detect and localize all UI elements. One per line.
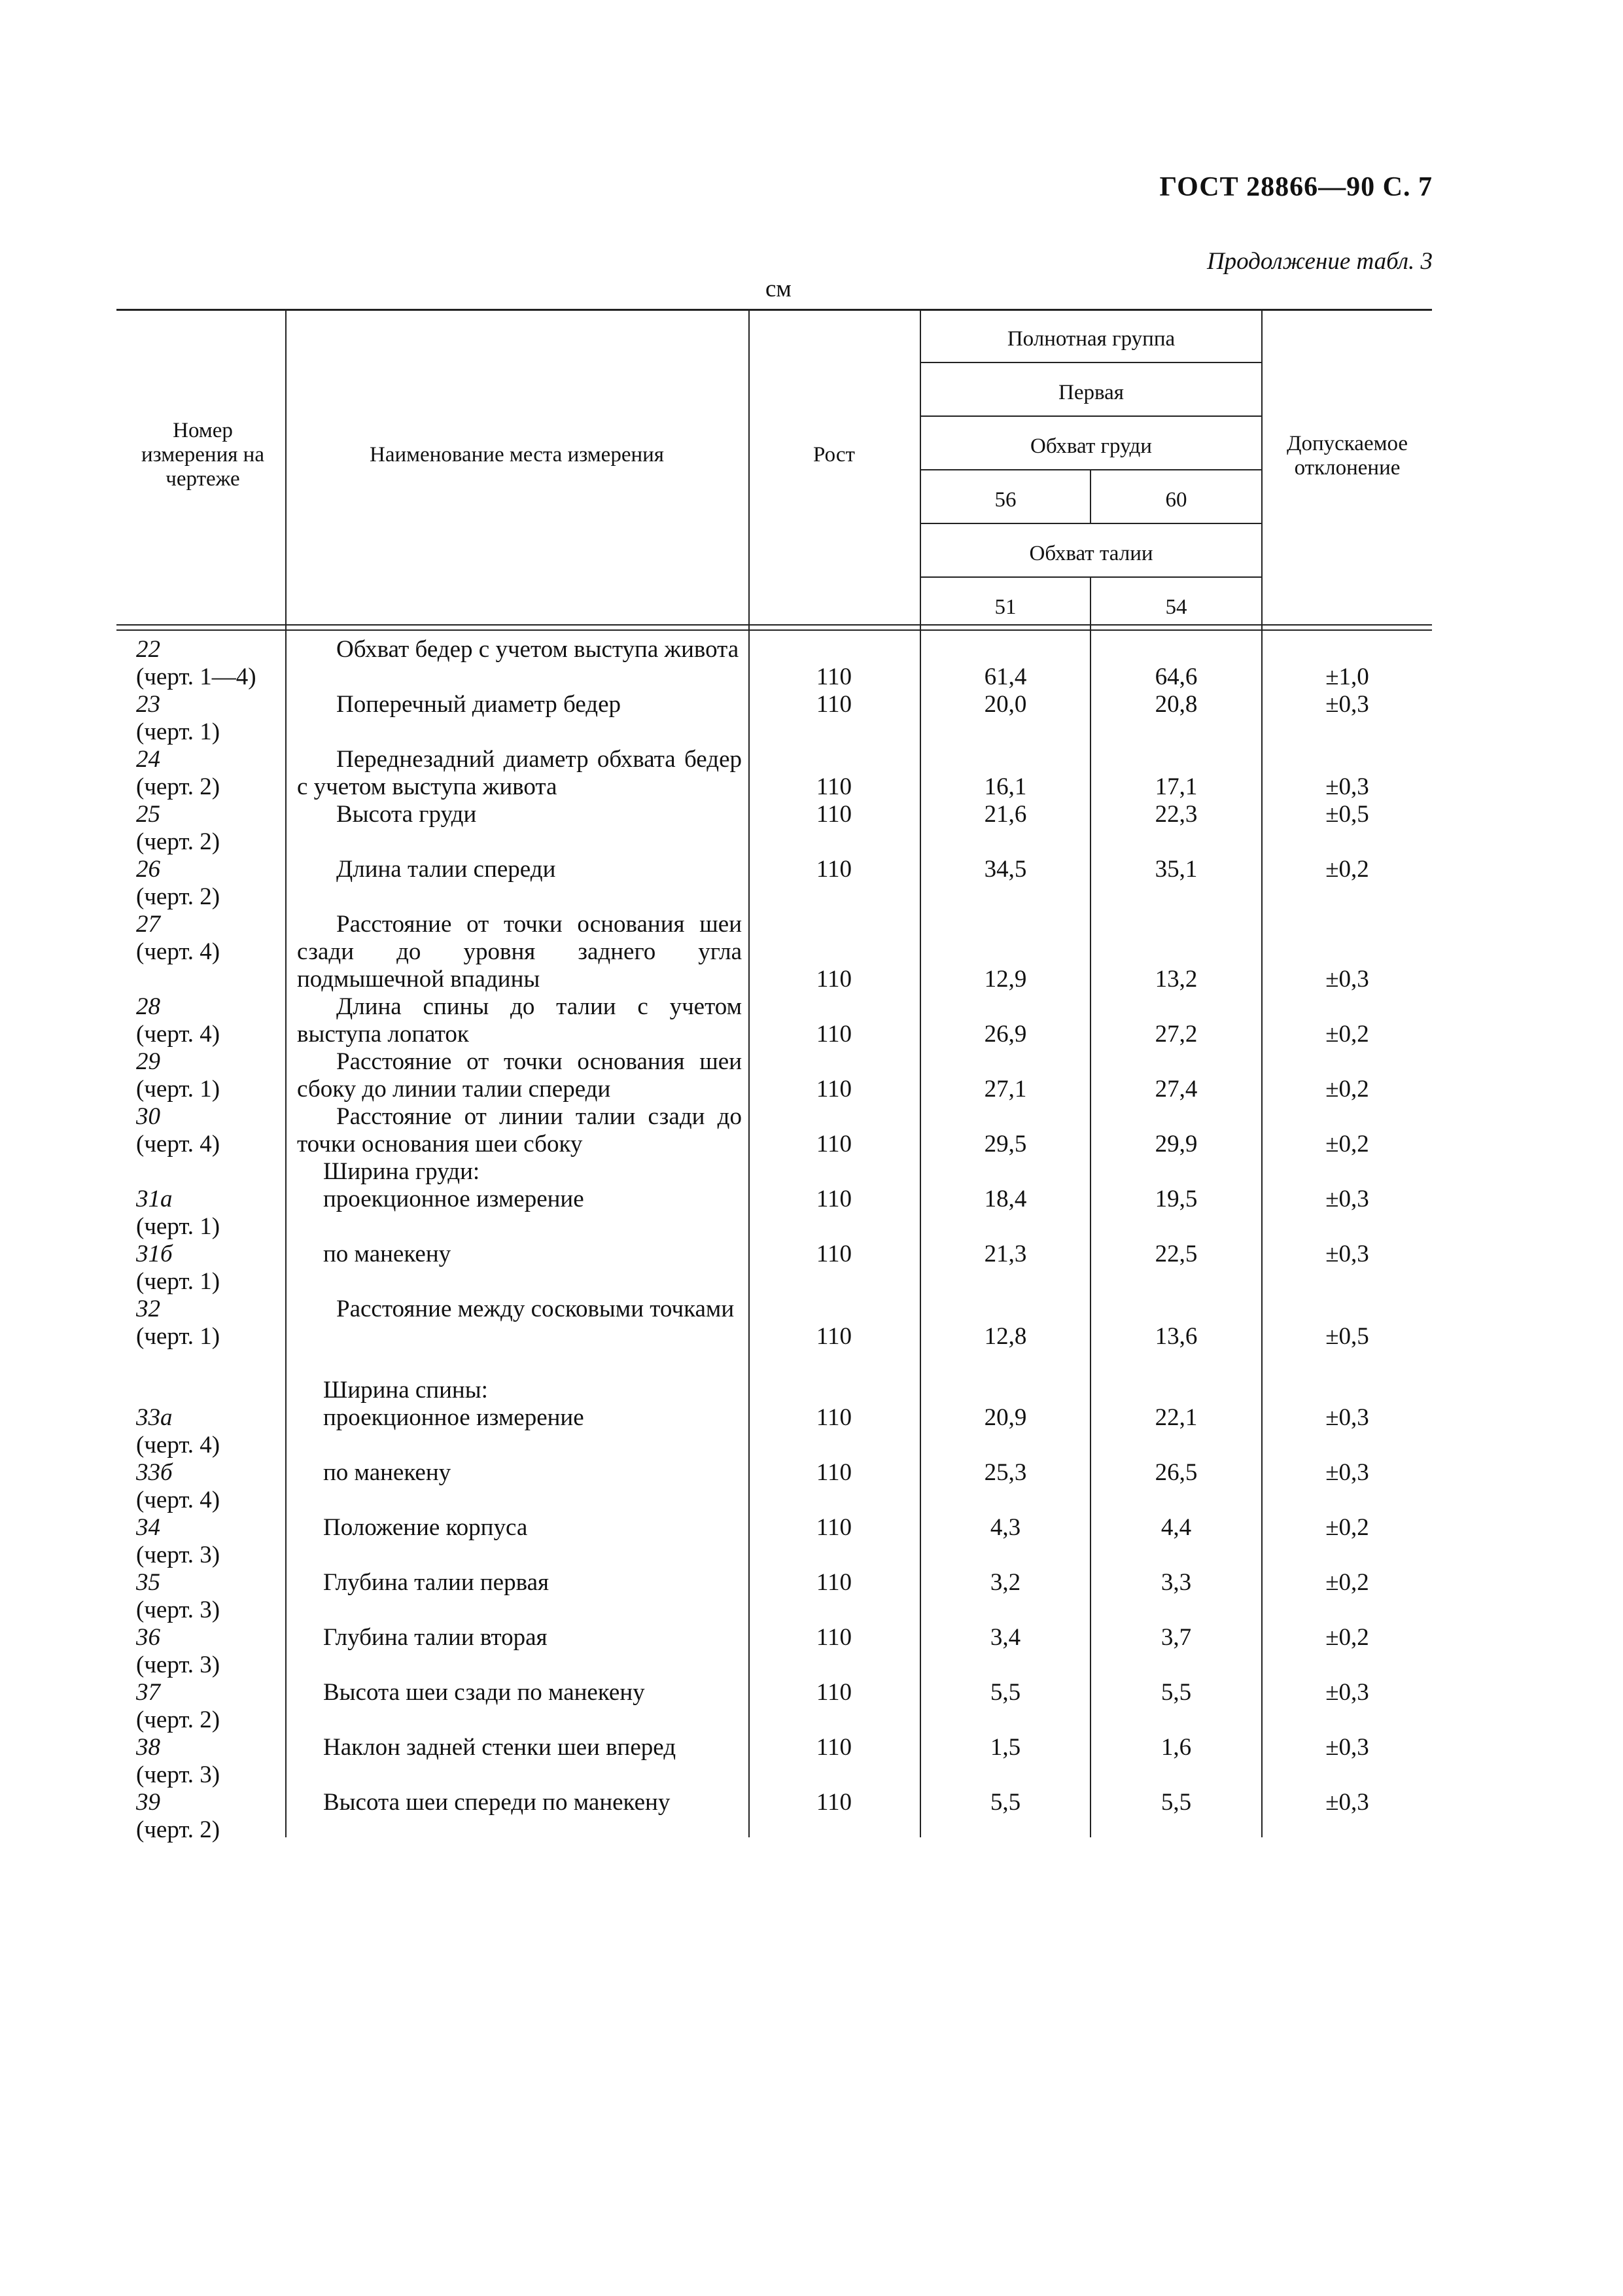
row-drawing-ref: (черт. 2) (136, 828, 220, 855)
row-value-60: 5,5 (1161, 1789, 1192, 1816)
page-header: ГОСТ 28866—90 С. 7 (1159, 172, 1433, 202)
row-name: Глубина талии вторая (323, 1624, 548, 1651)
table-top-border (116, 309, 1432, 311)
row-number: 30 (136, 1103, 160, 1130)
row-drawing-ref: (черт. 3) (136, 1597, 220, 1623)
col-header-chest-girth: Обхват груди (1030, 434, 1152, 458)
col-header-waist-54: 54 (1165, 595, 1187, 619)
row-name: Высота шеи спереди по манекену (323, 1789, 671, 1816)
row-drawing-ref: (черт. 1—4) (136, 663, 256, 690)
col-header-waist-51: 51 (994, 595, 1017, 619)
col-divider-2 (748, 309, 750, 1837)
col-header-number: Номер измерения на чертеже (141, 419, 264, 491)
row-tolerance: ±0,5 (1325, 1323, 1369, 1350)
row-tolerance: ±0,2 (1325, 1076, 1369, 1103)
row-height: 110 (816, 1131, 852, 1157)
row-name: Поперечный диаметр бедер (336, 691, 621, 718)
unit-label: см (765, 275, 792, 302)
row-number: 28 (136, 993, 160, 1020)
col-header-waist-girth: Обхват талии (1029, 542, 1153, 565)
row-number: 23 (136, 691, 160, 718)
row-name: Наклон задней стенки шеи вперед (323, 1734, 676, 1761)
row-value-56: 3,2 (990, 1569, 1021, 1596)
row-height: 110 (816, 1323, 852, 1350)
row-number: 24 (136, 746, 160, 773)
row-number: 22 (136, 636, 160, 663)
row-name: Расстояние от точки основания шеи сбоку до линии талии спереди (297, 1048, 742, 1103)
row-value-56: 18,4 (984, 1186, 1027, 1212)
row-height: 110 (816, 1404, 852, 1431)
hdr-line-chest-values (920, 523, 1261, 524)
row-value-56: 12,8 (984, 1323, 1027, 1350)
row-tolerance: ±0,3 (1325, 966, 1369, 993)
row-drawing-ref: (черт. 1) (136, 1268, 220, 1295)
col-divider-1 (285, 309, 287, 1837)
row-name: Положение корпуса (323, 1514, 528, 1541)
row-tolerance: ±0,2 (1325, 1624, 1369, 1651)
row-value-60: 22,1 (1155, 1404, 1198, 1431)
row-number: 33а (136, 1404, 173, 1431)
row-name: Высота шеи сзади по манекену (323, 1679, 645, 1706)
row-value-60: 29,9 (1155, 1131, 1198, 1157)
col-header-chest-56: 56 (994, 488, 1017, 512)
col-header-tolerance: Допускаемое отклонение (1286, 432, 1408, 480)
row-tolerance: ±0,2 (1325, 856, 1369, 883)
row-value-60: 3,3 (1161, 1569, 1192, 1596)
row-value-60: 26,5 (1155, 1459, 1198, 1486)
row-number: 37 (136, 1679, 160, 1706)
row-value-56: 20,0 (984, 691, 1027, 718)
row-number: 34 (136, 1514, 160, 1541)
row-tolerance: ±0,3 (1325, 1679, 1369, 1706)
row-number: 27 (136, 911, 160, 938)
hdr-line-first (920, 415, 1261, 417)
row-height: 110 (816, 856, 852, 883)
header-bottom-border-double (116, 629, 1432, 631)
row-drawing-ref: (черт. 4) (136, 938, 220, 965)
row-height: 110 (816, 663, 852, 690)
row-drawing-ref: (черт. 2) (136, 1706, 220, 1733)
row-tolerance: ±0,3 (1325, 1186, 1369, 1212)
row-value-60: 20,8 (1155, 691, 1198, 718)
row-drawing-ref: (черт. 2) (136, 1816, 220, 1843)
table-continuation-caption: Продолжение табл. 3 (1206, 248, 1433, 275)
row-height: 110 (816, 1076, 852, 1103)
row-number: 29 (136, 1048, 160, 1075)
header-bottom-border (116, 624, 1432, 626)
hdr-line-waist (920, 576, 1261, 578)
row-height: 110 (816, 691, 852, 718)
row-name: Обхват бедер с учетом выступа живота (336, 636, 739, 663)
row-height: 110 (816, 1514, 852, 1541)
row-name: по манекену (323, 1459, 451, 1486)
row-number: 25 (136, 801, 160, 828)
row-group-label: Ширина груди: (323, 1158, 480, 1185)
row-value-56: 34,5 (984, 856, 1027, 883)
row-tolerance: ±1,0 (1325, 663, 1369, 690)
row-drawing-ref: (черт. 3) (136, 1542, 220, 1568)
col-header-name: Наименование места измерения (370, 443, 664, 467)
row-number: 33б (136, 1459, 173, 1486)
row-tolerance: ±0,3 (1325, 773, 1369, 800)
row-tolerance: ±0,3 (1325, 691, 1369, 718)
row-height: 110 (816, 1679, 852, 1706)
row-drawing-ref: (черт. 4) (136, 1021, 220, 1048)
row-value-56: 61,4 (984, 663, 1027, 690)
row-name: Высота груди (336, 801, 477, 828)
row-value-56: 16,1 (984, 773, 1027, 800)
row-drawing-ref: (черт. 1) (136, 1076, 220, 1103)
row-name: Расстояние между сосковыми точками (336, 1296, 735, 1322)
row-name: Переднезадний диаметр обхвата бедер с учетом выступа живота (297, 746, 742, 800)
row-value-56: 25,3 (984, 1459, 1027, 1486)
col-divider-3 (920, 309, 921, 1837)
row-height: 110 (816, 1021, 852, 1048)
row-value-60: 13,6 (1155, 1323, 1198, 1350)
row-tolerance: ±0,3 (1325, 1404, 1369, 1431)
row-value-56: 20,9 (984, 1404, 1027, 1431)
row-tolerance: ±0,2 (1325, 1514, 1369, 1541)
row-tolerance: ±0,3 (1325, 1789, 1369, 1816)
col-divider-5 (1261, 309, 1263, 1837)
row-value-56: 27,1 (984, 1076, 1027, 1103)
row-drawing-ref: (черт. 1) (136, 1213, 220, 1240)
row-number: 36 (136, 1624, 160, 1651)
row-value-56: 21,6 (984, 801, 1027, 828)
row-height: 110 (816, 1734, 852, 1761)
hdr-line-group (920, 362, 1261, 363)
row-number: 35 (136, 1569, 160, 1596)
row-height: 110 (816, 773, 852, 800)
row-number: 26 (136, 856, 160, 883)
row-drawing-ref: (черт. 3) (136, 1651, 220, 1678)
row-name: Глубина талии первая (323, 1569, 550, 1596)
row-height: 110 (816, 1569, 852, 1596)
row-name: по манекену (323, 1241, 451, 1267)
row-value-60: 64,6 (1155, 663, 1198, 690)
row-value-60: 13,2 (1155, 966, 1198, 993)
row-value-60: 19,5 (1155, 1186, 1198, 1212)
row-value-60: 5,5 (1161, 1679, 1192, 1706)
row-name: Расстояние от линии талии сзади до точки основания шеи сбоку (297, 1103, 742, 1157)
row-drawing-ref: (черт. 3) (136, 1761, 220, 1788)
col-header-group-first: Первая (1058, 381, 1124, 404)
row-number: 38 (136, 1734, 160, 1761)
row-value-56: 21,3 (984, 1241, 1027, 1267)
row-drawing-ref: (черт. 1) (136, 1323, 220, 1350)
row-height: 110 (816, 1789, 852, 1816)
row-name: проекционное измерение (323, 1186, 584, 1212)
row-value-56: 4,3 (990, 1514, 1021, 1541)
row-value-60: 3,7 (1161, 1624, 1192, 1651)
row-value-60: 22,5 (1155, 1241, 1198, 1267)
row-value-60: 35,1 (1155, 856, 1198, 883)
row-drawing-ref: (черт. 1) (136, 718, 220, 745)
row-height: 110 (816, 1624, 852, 1651)
row-drawing-ref: (черт. 4) (136, 1131, 220, 1157)
row-height: 110 (816, 1186, 852, 1212)
row-name: проекционное измерение (323, 1404, 584, 1431)
row-value-56: 12,9 (984, 966, 1027, 993)
row-height: 110 (816, 1241, 852, 1267)
row-value-60: 4,4 (1161, 1514, 1192, 1541)
row-tolerance: ±0,3 (1325, 1241, 1369, 1267)
row-value-60: 27,2 (1155, 1021, 1198, 1048)
col-header-group: Полнотная группа (1007, 327, 1176, 351)
row-drawing-ref: (черт. 2) (136, 773, 220, 800)
row-value-60: 22,3 (1155, 801, 1198, 828)
row-number: 39 (136, 1789, 160, 1816)
row-tolerance: ±0,2 (1325, 1021, 1369, 1048)
hdr-line-chest (920, 469, 1261, 470)
row-tolerance: ±0,2 (1325, 1569, 1369, 1596)
row-value-56: 5,5 (990, 1679, 1021, 1706)
row-number: 31б (136, 1241, 173, 1267)
row-value-56: 5,5 (990, 1789, 1021, 1816)
row-value-56: 1,5 (990, 1734, 1021, 1761)
row-number: 32 (136, 1296, 160, 1322)
row-value-60: 1,6 (1161, 1734, 1192, 1761)
row-tolerance: ±0,3 (1325, 1734, 1369, 1761)
row-value-60: 17,1 (1155, 773, 1198, 800)
row-drawing-ref: (черт. 4) (136, 1432, 220, 1458)
col-header-height: Рост (813, 443, 855, 467)
row-value-60: 27,4 (1155, 1076, 1198, 1103)
row-value-56: 29,5 (984, 1131, 1027, 1157)
row-group-label: Ширина спины: (323, 1377, 488, 1404)
row-tolerance: ±0,5 (1325, 801, 1369, 828)
row-name: Длина спины до талии с учетом выступа лопаток (297, 993, 742, 1048)
row-drawing-ref: (черт. 4) (136, 1487, 220, 1513)
col-header-chest-60: 60 (1165, 488, 1187, 512)
row-height: 110 (816, 801, 852, 828)
row-value-56: 26,9 (984, 1021, 1027, 1048)
row-height: 110 (816, 966, 852, 993)
row-tolerance: ±0,2 (1325, 1131, 1369, 1157)
row-number: 31а (136, 1186, 173, 1212)
row-tolerance: ±0,3 (1325, 1459, 1369, 1486)
row-value-56: 3,4 (990, 1624, 1021, 1651)
row-name: Длина талии спереди (336, 856, 556, 883)
row-height: 110 (816, 1459, 852, 1486)
row-drawing-ref: (черт. 2) (136, 883, 220, 910)
row-name: Расстояние от точки основания шеи сзади до уровня заднего угла подмышечной впадины (297, 911, 742, 993)
